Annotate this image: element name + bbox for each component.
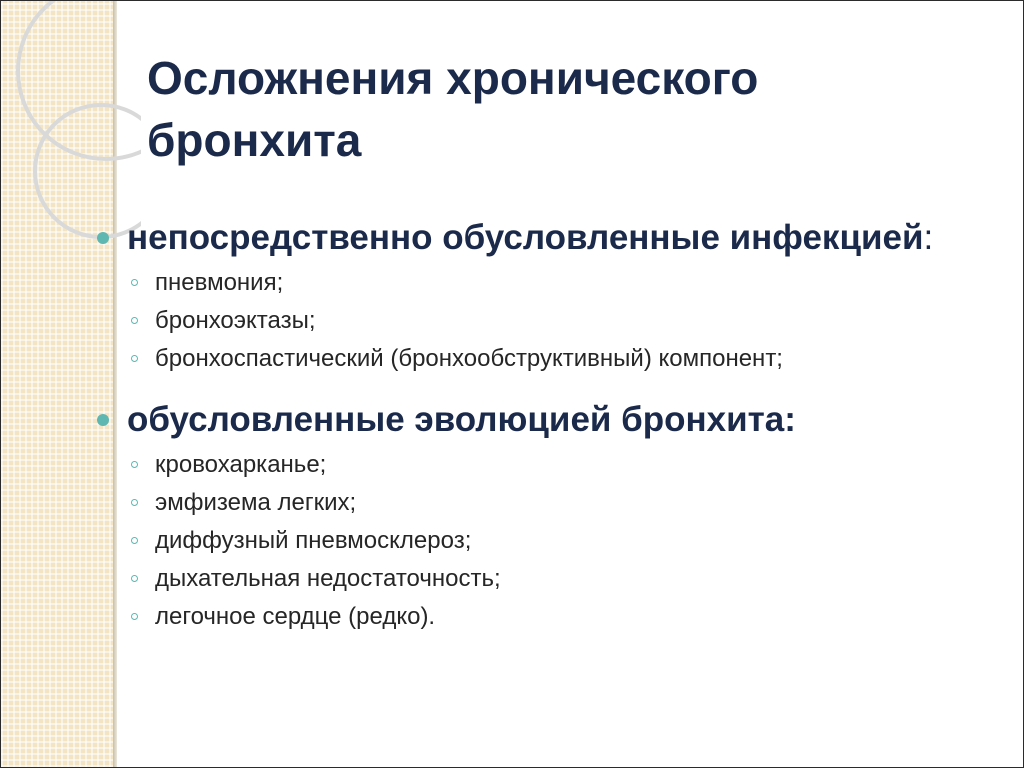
ring-bullet-icon <box>131 317 138 324</box>
list-item <box>127 446 993 484</box>
ring-bullet-icon <box>131 575 138 582</box>
list-item-text: легочное сердце (редко). <box>155 603 436 630</box>
list-item-text: бронхоэктазы; <box>155 307 316 334</box>
section-heading-colon: : <box>923 218 934 257</box>
list-item <box>127 522 993 560</box>
list-item <box>127 484 993 522</box>
ring-large <box>18 1 141 159</box>
sub-list <box>127 446 993 636</box>
list-item <box>127 264 993 302</box>
section-heading <box>127 218 993 258</box>
list-item <box>127 598 993 636</box>
list-item <box>127 302 993 340</box>
ring-bullet-icon <box>131 537 138 544</box>
list-item <box>127 340 993 378</box>
content-list <box>93 218 993 636</box>
slide-title: Осложнения хронического бронхита <box>147 52 759 166</box>
section-heading-text: непосредственно обусловленные инфекцией <box>127 218 924 257</box>
section-heading <box>127 400 993 440</box>
sub-list <box>127 264 993 378</box>
ring-bullet-icon <box>131 499 138 506</box>
bullet-dot-icon <box>97 232 109 244</box>
section-heading-colon: : <box>784 400 796 439</box>
list-item-text: диффузный пневмосклероз; <box>155 527 472 554</box>
list-item-text: эмфизема легких; <box>155 489 357 516</box>
list-item-text: бронхоспастический (бронхообструктивный) компонент; <box>155 345 783 372</box>
list-item-text: дыхательная недостаточность; <box>155 565 501 592</box>
ring-bullet-icon <box>131 279 138 286</box>
section-infection <box>93 218 993 378</box>
section-heading-text: обусловленные эволюцией бронхита <box>127 400 785 439</box>
ring-bullet-icon <box>131 355 138 362</box>
list-item-text: пневмония; <box>155 269 284 296</box>
bullet-dot-icon <box>97 414 109 426</box>
section-evolution <box>93 400 993 636</box>
ring-bullet-icon <box>131 613 138 620</box>
list-item-text: кровохарканье; <box>155 451 327 478</box>
list-item <box>127 560 993 598</box>
ring-bullet-icon <box>131 461 138 468</box>
